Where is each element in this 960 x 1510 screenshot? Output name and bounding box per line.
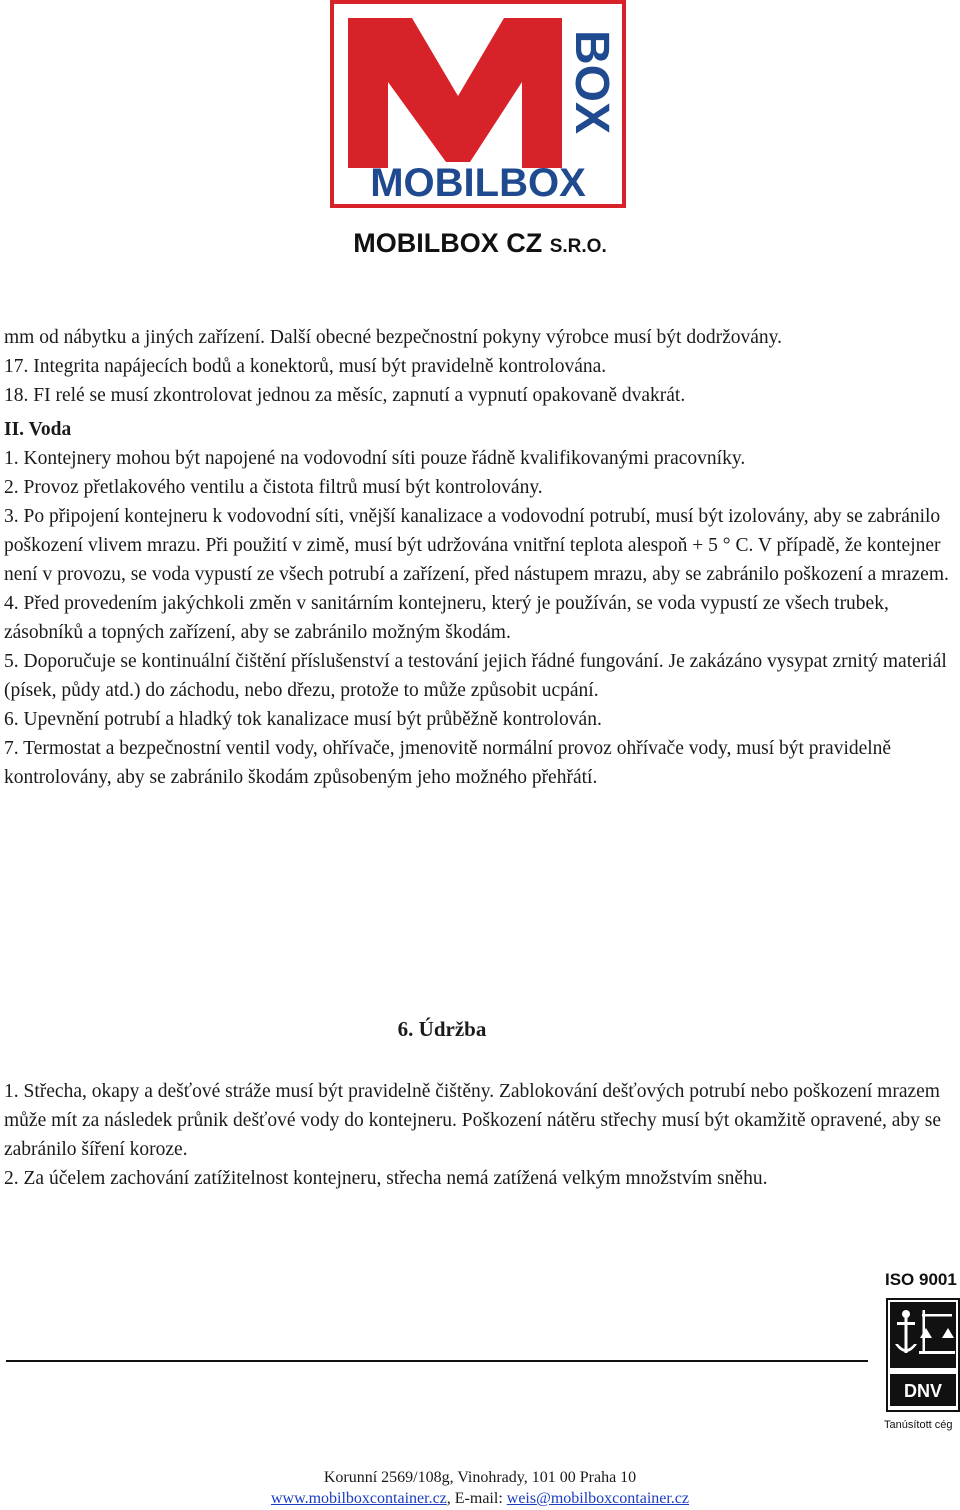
logo-box-letters: BOX <box>565 30 618 135</box>
company-name-suffix: S.R.O. <box>549 236 607 257</box>
paragraph: 18. FI relé se musí zkontrolovat jednou za měsíc, zapnutí a vypnutí opakovaně dvakrát. <box>4 385 686 406</box>
paragraph: 17. Integrita napájecích bodů a konektorů, musí být pravidelně kontrolována. <box>4 356 607 377</box>
logo-wordmark: MOBILBOX <box>370 161 586 205</box>
iso-label: ISO 9001 <box>885 1270 957 1289</box>
paragraph: mm od nábytku a jiných zařízení. Další obecné bezpečnostní pokyny výrobce musí být dodržovány. <box>4 327 782 348</box>
website-link[interactable]: www.mobilboxcontainer.cz <box>270 1490 447 1507</box>
footer-address: Korunní 2569/108g, Vinohrady, 101 00 Praha 10 <box>323 1469 637 1486</box>
paragraph: 4. Před provedením jakýchkoli změn v sanitárním kontejneru, který je používán, se voda vypustí ze všech trubek, zásobníků a topných zařízení, aby se zabránilo možným škodám. <box>4 593 889 643</box>
email-prefix: , E-mail: <box>446 1490 507 1507</box>
certified-company-text: Tanúsított cég <box>884 1419 953 1431</box>
mobilbox-logo <box>330 0 626 208</box>
company-name-main: MOBILBOX CZ <box>353 228 550 258</box>
dnv-label: DNV <box>903 1381 943 1401</box>
footer <box>0 1467 960 1509</box>
paragraph: 2. Provoz přetlakového ventilu a čistota filtrů musí být kontrolovány. <box>4 477 543 498</box>
water-heading: II. Voda <box>4 419 72 440</box>
paragraph: 5. Doporučuje se kontinuální čištění příslušenství a testování jejich řádné fungování. Je zakázáno vysypat zrnitý materiál (písek, půdy atd.) do záchodu, nebo dřezu, protože to může způsobit ucpání. <box>4 651 947 701</box>
section-title: 6. Údržba <box>397 1017 487 1041</box>
document-body <box>4 323 956 792</box>
paragraph: 3. Po připojení kontejneru k vodovodní síti, vnější kanalizace a vodovodní potrubí, musí být izolovány, aby se zabránilo poškození vlivem mrazu. Při použití v zimě, musí být udržována vnitřní teplota alespoň + 5 ° C. V případě, že kontejner není v provozu, se voda vypustí ze všech potrubí a zařízení, před nástupem mrazu, aby se zabránilo poškození a mrazem. <box>4 506 949 585</box>
dnv-certification-badge <box>886 1298 960 1412</box>
paragraph: 1. Střecha, okapy a dešťové stráže musí být pravidelně čištěny. Zablokování dešťových potrubí nebo poškození mrazem může mít za následek průnik dešťové vody do kontejneru. Poškození nátěru střechy musí být okamžitě opravené, aby se zabránilo šíření koroze. <box>4 1081 942 1160</box>
paragraph: 6. Upevnění potrubí a hladký tok kanalizace musí být průběžně kontrolován. <box>4 709 602 730</box>
paragraph: 1. Kontejnery mohou být napojené na vodovodní síti pouze řádně kvalifikovanými pracovníky. <box>4 448 746 469</box>
footer-contact <box>0 1488 960 1509</box>
maintenance-body <box>4 1077 956 1193</box>
company-name <box>0 228 960 259</box>
paragraph: 7. Termostat a bezpečnostní ventil vody, ohřívače, jmenovitě normální provoz ohřívače vody, musí být pravidelně kontrolovány, aby se zabránilo škodám způsobeným jeho možného přehřátí. <box>4 738 892 788</box>
paragraph: 2. Za účelem zachování zatížitelnost kontejneru, střecha nemá zatížená velkým množstvím sněhu. <box>4 1168 768 1189</box>
email-link[interactable]: weis@mobilboxcontainer.cz <box>506 1490 690 1507</box>
footer-divider <box>6 1360 868 1362</box>
